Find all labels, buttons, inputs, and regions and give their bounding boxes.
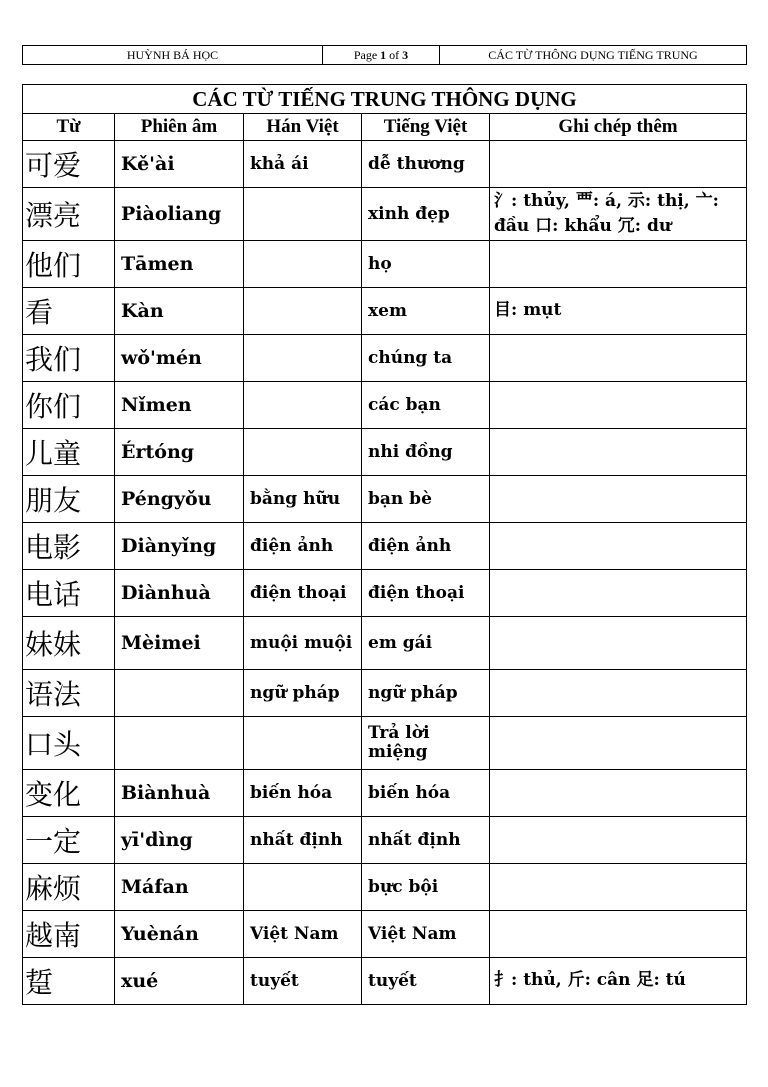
page-prefix: Page <box>353 47 381 62</box>
table-row <box>23 817 747 864</box>
tieng-viet-cell: xem <box>362 288 490 335</box>
han-viet-cell <box>244 864 362 911</box>
note-cell <box>490 717 747 770</box>
col-header-tieng-viet: Tiếng Việt <box>362 114 490 141</box>
note-cell <box>490 670 747 717</box>
han-viet-cell <box>244 241 362 288</box>
note-cell <box>490 141 747 188</box>
header-doc-title: CÁC TỪ THÔNG DỤNG TIẾNG TRUNG <box>440 46 747 65</box>
word-cell: 漂亮 <box>23 188 115 241</box>
han-viet-cell: Việt Nam <box>244 911 362 958</box>
note-cell <box>490 817 747 864</box>
word-cell: 妹妹 <box>23 617 115 670</box>
han-viet-cell <box>244 717 362 770</box>
pinyin-cell: Nǐmen <box>115 382 244 429</box>
tieng-viet-cell: bực bội <box>362 864 490 911</box>
pinyin-cell: Kě'ài <box>115 141 244 188</box>
pinyin-cell: Diànhuà <box>115 570 244 617</box>
word-cell: 你们 <box>23 382 115 429</box>
page-header <box>22 45 747 65</box>
han-viet-cell: biến hóa <box>244 770 362 817</box>
tieng-viet-cell: nhất định <box>362 817 490 864</box>
note-cell: 扌: thủ, 斤: cân 足: tú <box>490 958 747 1005</box>
tieng-viet-cell: Việt Nam <box>362 911 490 958</box>
header-author: HUỲNH BÁ HỌC <box>23 46 323 65</box>
table-row <box>23 864 747 911</box>
tieng-viet-cell: biến hóa <box>362 770 490 817</box>
note-cell <box>490 864 747 911</box>
table-row <box>23 241 747 288</box>
pinyin-cell: Péngyǒu <box>115 476 244 523</box>
han-viet-cell <box>244 429 362 476</box>
pinyin-cell: Értóng <box>115 429 244 476</box>
word-cell: 麻烦 <box>23 864 115 911</box>
word-cell: 儿童 <box>23 429 115 476</box>
tieng-viet-cell: các bạn <box>362 382 490 429</box>
table-row <box>23 570 747 617</box>
tieng-viet-cell: ngữ pháp <box>362 670 490 717</box>
han-viet-cell: nhất định <box>244 817 362 864</box>
pinyin-cell: Biànhuà <box>115 770 244 817</box>
col-header-ghi-chep: Ghi chép thêm <box>490 114 747 141</box>
word-cell: 可爱 <box>23 141 115 188</box>
page-current: 1 <box>380 47 387 62</box>
tieng-viet-cell: chúng ta <box>362 335 490 382</box>
table-row <box>23 288 747 335</box>
han-viet-cell: khả ái <box>244 141 362 188</box>
pinyin-cell: Kàn <box>115 288 244 335</box>
word-cell: 口头 <box>23 717 115 770</box>
header-page-number <box>323 46 440 65</box>
tieng-viet-cell: điện ảnh <box>362 523 490 570</box>
word-cell: 朋友 <box>23 476 115 523</box>
tieng-viet-cell: xinh đẹp <box>362 188 490 241</box>
note-cell <box>490 570 747 617</box>
han-viet-cell: ngữ pháp <box>244 670 362 717</box>
pinyin-cell: Tāmen <box>115 241 244 288</box>
word-cell: 他们 <box>23 241 115 288</box>
word-cell: 一定 <box>23 817 115 864</box>
han-viet-cell <box>244 335 362 382</box>
tieng-viet-cell: nhi đồng <box>362 429 490 476</box>
han-viet-cell: điện thoại <box>244 570 362 617</box>
note-cell <box>490 617 747 670</box>
page-of: of <box>386 47 403 62</box>
table-title: CÁC TỪ TIẾNG TRUNG THÔNG DỤNG <box>23 85 747 114</box>
word-cell: 电影 <box>23 523 115 570</box>
col-header-phien-am: Phiên âm <box>115 114 244 141</box>
table-row <box>23 429 747 476</box>
han-viet-cell: bằng hữu <box>244 476 362 523</box>
pinyin-cell: yī'dìng <box>115 817 244 864</box>
pinyin-cell: wǒ'mén <box>115 335 244 382</box>
pinyin-cell <box>115 717 244 770</box>
tieng-viet-cell: điện thoại <box>362 570 490 617</box>
word-cell: 看 <box>23 288 115 335</box>
han-viet-cell: muội muội <box>244 617 362 670</box>
tieng-viet-cell: em gái <box>362 617 490 670</box>
word-cell: 越南 <box>23 911 115 958</box>
table-row <box>23 670 747 717</box>
note-cell <box>490 770 747 817</box>
pinyin-cell <box>115 670 244 717</box>
table-row <box>23 335 747 382</box>
tieng-viet-cell: dễ thương <box>362 141 490 188</box>
note-cell <box>490 335 747 382</box>
table-row <box>23 770 747 817</box>
han-viet-cell <box>244 188 362 241</box>
table-row <box>23 523 747 570</box>
pinyin-cell: Mèimei <box>115 617 244 670</box>
table-row <box>23 958 747 1005</box>
pinyin-cell: Máfan <box>115 864 244 911</box>
pinyin-cell: Piàoliang <box>115 188 244 241</box>
note-cell: 氵: thủy, 覀: á, 示: thị, 亠: đầu 口: khẩu 冗: dư <box>490 188 747 241</box>
han-viet-cell <box>244 288 362 335</box>
table-row <box>23 911 747 958</box>
table-row <box>23 476 747 523</box>
word-cell: 踅 <box>23 958 115 1005</box>
tieng-viet-cell: bạn bè <box>362 476 490 523</box>
table-row <box>23 717 747 770</box>
table-row <box>23 382 747 429</box>
table-row <box>23 141 747 188</box>
han-viet-cell: điện ảnh <box>244 523 362 570</box>
note-cell <box>490 523 747 570</box>
note-cell <box>490 911 747 958</box>
word-cell: 我们 <box>23 335 115 382</box>
table-row <box>23 617 747 670</box>
note-cell <box>490 476 747 523</box>
tieng-viet-cell: tuyết <box>362 958 490 1005</box>
han-viet-cell <box>244 382 362 429</box>
vocabulary-table <box>22 84 747 1005</box>
table-row <box>23 188 747 241</box>
word-cell: 变化 <box>23 770 115 817</box>
note-cell: 目: mụt <box>490 288 747 335</box>
note-cell <box>490 429 747 476</box>
col-header-han-viet: Hán Việt <box>244 114 362 141</box>
pinyin-cell: Diànyǐng <box>115 523 244 570</box>
han-viet-cell: tuyết <box>244 958 362 1005</box>
note-cell <box>490 382 747 429</box>
word-cell: 语法 <box>23 670 115 717</box>
note-cell <box>490 241 747 288</box>
word-cell: 电话 <box>23 570 115 617</box>
page-total: 3 <box>402 47 409 62</box>
col-header-tu: Từ <box>23 114 115 141</box>
pinyin-cell: xué <box>115 958 244 1005</box>
tieng-viet-cell: họ <box>362 241 490 288</box>
tieng-viet-cell: Trả lời miệng <box>362 717 490 770</box>
pinyin-cell: Yuènán <box>115 911 244 958</box>
